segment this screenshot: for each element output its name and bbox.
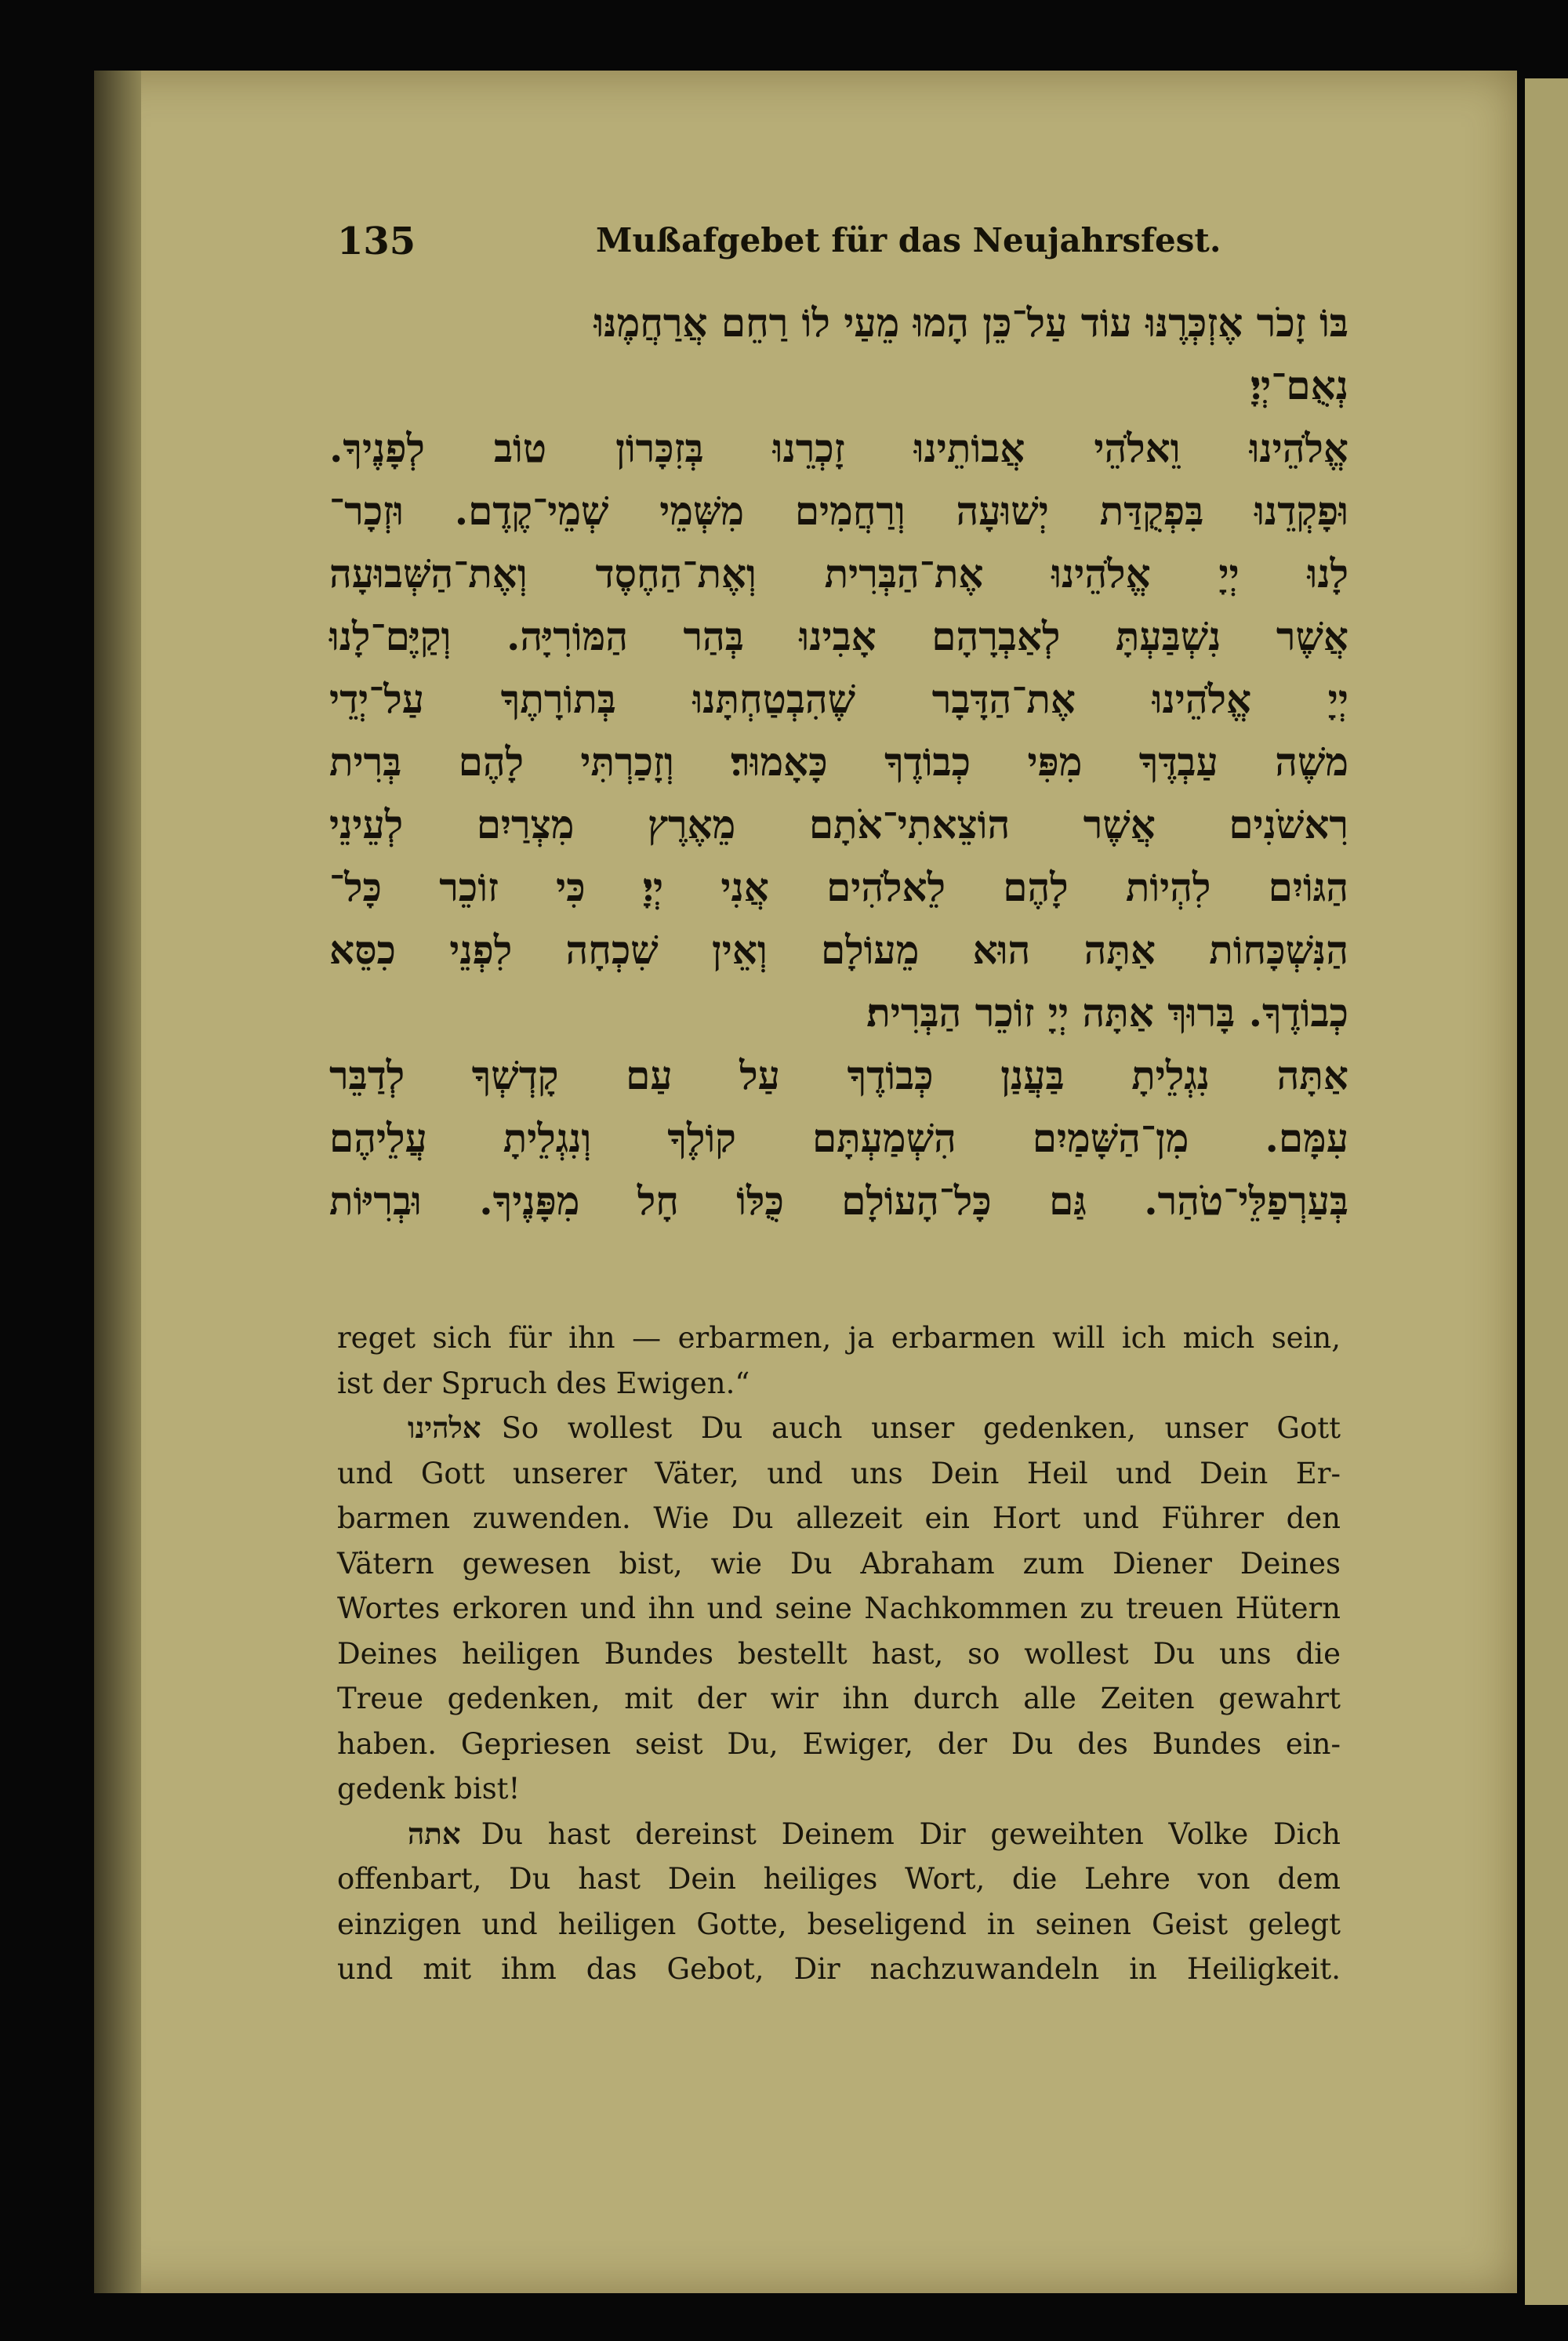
german-line: reget sich für ihn — erbarmen, ja erbarmen will ich mich sein,	[337, 1321, 1341, 1355]
german-translation	[337, 1316, 1341, 2052]
german-line: Deines heiligen Bundes bestellt hast, so wollest Du uns die	[337, 1636, 1341, 1671]
hebrew-line: וּפָקְדֵנוּ בִּפְקֻדַּת יְשׁוּעָה וְרַחֲמִים מִשְּׁמֵי שְׁמֵי־קֶדֶם. וּזְכָר־	[329, 488, 1348, 534]
german-line: offenbart, Du hast Dein heiliges Wort, die Lehre von dem	[337, 1862, 1341, 1896]
german-line: einzigen und heiligen Gotte, beseligend in seinen Geist gelegt	[337, 1907, 1341, 1941]
hebrew-line: יְיָ אֱלֹהֵינוּ אֶת־הַדָּבָר שֶׁהִבְטַחְתָּנוּ בְּתוֹרָתֶךָ עַל־יְדֵי	[329, 676, 1348, 722]
german-line	[337, 1406, 1341, 1451]
hebrew-line: הַגּוֹיִם לִהְיוֹת לָהֶם לֵאלֹהִים אֲנִי יְיָ׃ כִּי זוֹכֵר כָּל־	[329, 864, 1348, 910]
hebrew-line: נְאֻם־יְיָ׃	[1250, 362, 1348, 408]
german-line: und Gott unserer Väter, und uns Dein Heil und Dein Er-	[337, 1456, 1341, 1490]
hebrew-line: הַנִּשְׁכָּחוֹת אַתָּה הוּא מֵעוֹלָם וְאֵין שִׁכְחָה לִפְנֵי כִסֵּא	[329, 927, 1348, 973]
page-gutter	[94, 71, 141, 2293]
hebrew-line: אַתָּה נִגְלֵיתָ בַּעֲנַן כְּבוֹדֶךָ עַל עַם קָדְשְׁךָ לְדַבֵּר	[329, 1052, 1348, 1098]
german-line: Wortes erkoren und ihn und seine Nachkommen zu treuen Hütern	[337, 1592, 1341, 1625]
hebrew-line: אֱלֹהֵינוּ וֵאלֹהֵי אֲבוֹתֵינוּ זָכְרֵנוּ בְּזִכָּרוֹן טוֹב לְפָנֶיךָ.	[329, 425, 1348, 471]
hebrew-line: רִאשֹׁנִים אֲשֶׁר הוֹצֵאתִי־אֹתָם מֵאֶרֶץ מִצְרַיִם לְעֵינֵי	[329, 801, 1348, 847]
hebrew-keyword: אלהינו	[408, 1410, 481, 1445]
hebrew-text	[329, 292, 1348, 1311]
german-line-text: So wollest Du auch unser gedenken, unser Gott	[501, 1411, 1341, 1445]
german-line: ist der Spruch des Ewigen.“	[337, 1366, 750, 1400]
german-line: und mit ihm das Gebot, Dir nachzuwandeln in Heiligkeit.	[337, 1952, 1341, 1986]
german-line: barmen zuwenden. Wie Du allezeit ein Hort und Führer den	[337, 1501, 1341, 1535]
hebrew-line: בְּעַרְפַלֵּי־טֹהַר. גַּם כָּל־הָעוֹלָם כֻּלּוֹ חָל מִפָּנֶיךָ. וּבְרִיּוֹת	[329, 1178, 1348, 1224]
german-line-text: Du hast dereinst Deinem Dir geweihten Volke Dich	[481, 1817, 1341, 1851]
hebrew-line: אֲשֶׁר נִשְׁבַּעְתָּ לְאַבְרָהָם אָבִינוּ בְּהַר הַמּוֹרִיָּה. וְקַיֶּם־לָנוּ	[329, 613, 1348, 659]
hebrew-line: משֶׁה עַבְדֶּךָ מִפִּי כְבוֹדֶךָ כָּאָמוּר׃ וְזָכַרְתִּי לָהֶם בְּרִית	[329, 739, 1348, 785]
german-line	[337, 1812, 1341, 1857]
hebrew-line: כְבוֹדֶךָ. בָּרוּךְ אַתָּה יְיָ זוֹכֵר הַבְּרִית׃	[866, 989, 1348, 1036]
next-page-edge	[1525, 78, 1568, 2305]
german-line: gedenk bist!	[337, 1772, 521, 1806]
hebrew-line: עִמָּם. מִן־הַשָּׁמַיִם הִשְׁמַעְתָּם קוֹלֶךָ וְנִגְלֵיתָ עֲלֵיהֶם	[329, 1115, 1348, 1161]
german-line: Treue gedenken, mit der wir ihn durch alle Zeiten gewahrt	[337, 1682, 1341, 1715]
page-header	[337, 220, 1364, 274]
hebrew-line: לָנוּ יְיָ אֱלֹהֵינוּ אֶת־הַבְּרִית וְאֶת־הַחֶסֶד וְאֶת־הַשְּׁבוּעָה	[329, 550, 1348, 597]
hebrew-line: בּוֹ זָכֹר אֶזְכְּרֶנּוּ עוֹד עַל־כֵּן הָמוּ מֵעַי לוֹ רַחֵם אֲרַחֲמֶנּוּ	[593, 299, 1348, 346]
german-line: haben. Gepriesen seist Du, Ewiger, der Du des Bundes ein-	[337, 1726, 1341, 1761]
running-title: Mußafgebet für das Neujahrsfest.	[596, 221, 1221, 260]
hebrew-keyword: אתה	[408, 1816, 461, 1851]
page-number: 135	[337, 220, 416, 263]
german-line: Vätern gewesen bist, wie Du Abraham zum Diener Deines	[337, 1546, 1341, 1581]
